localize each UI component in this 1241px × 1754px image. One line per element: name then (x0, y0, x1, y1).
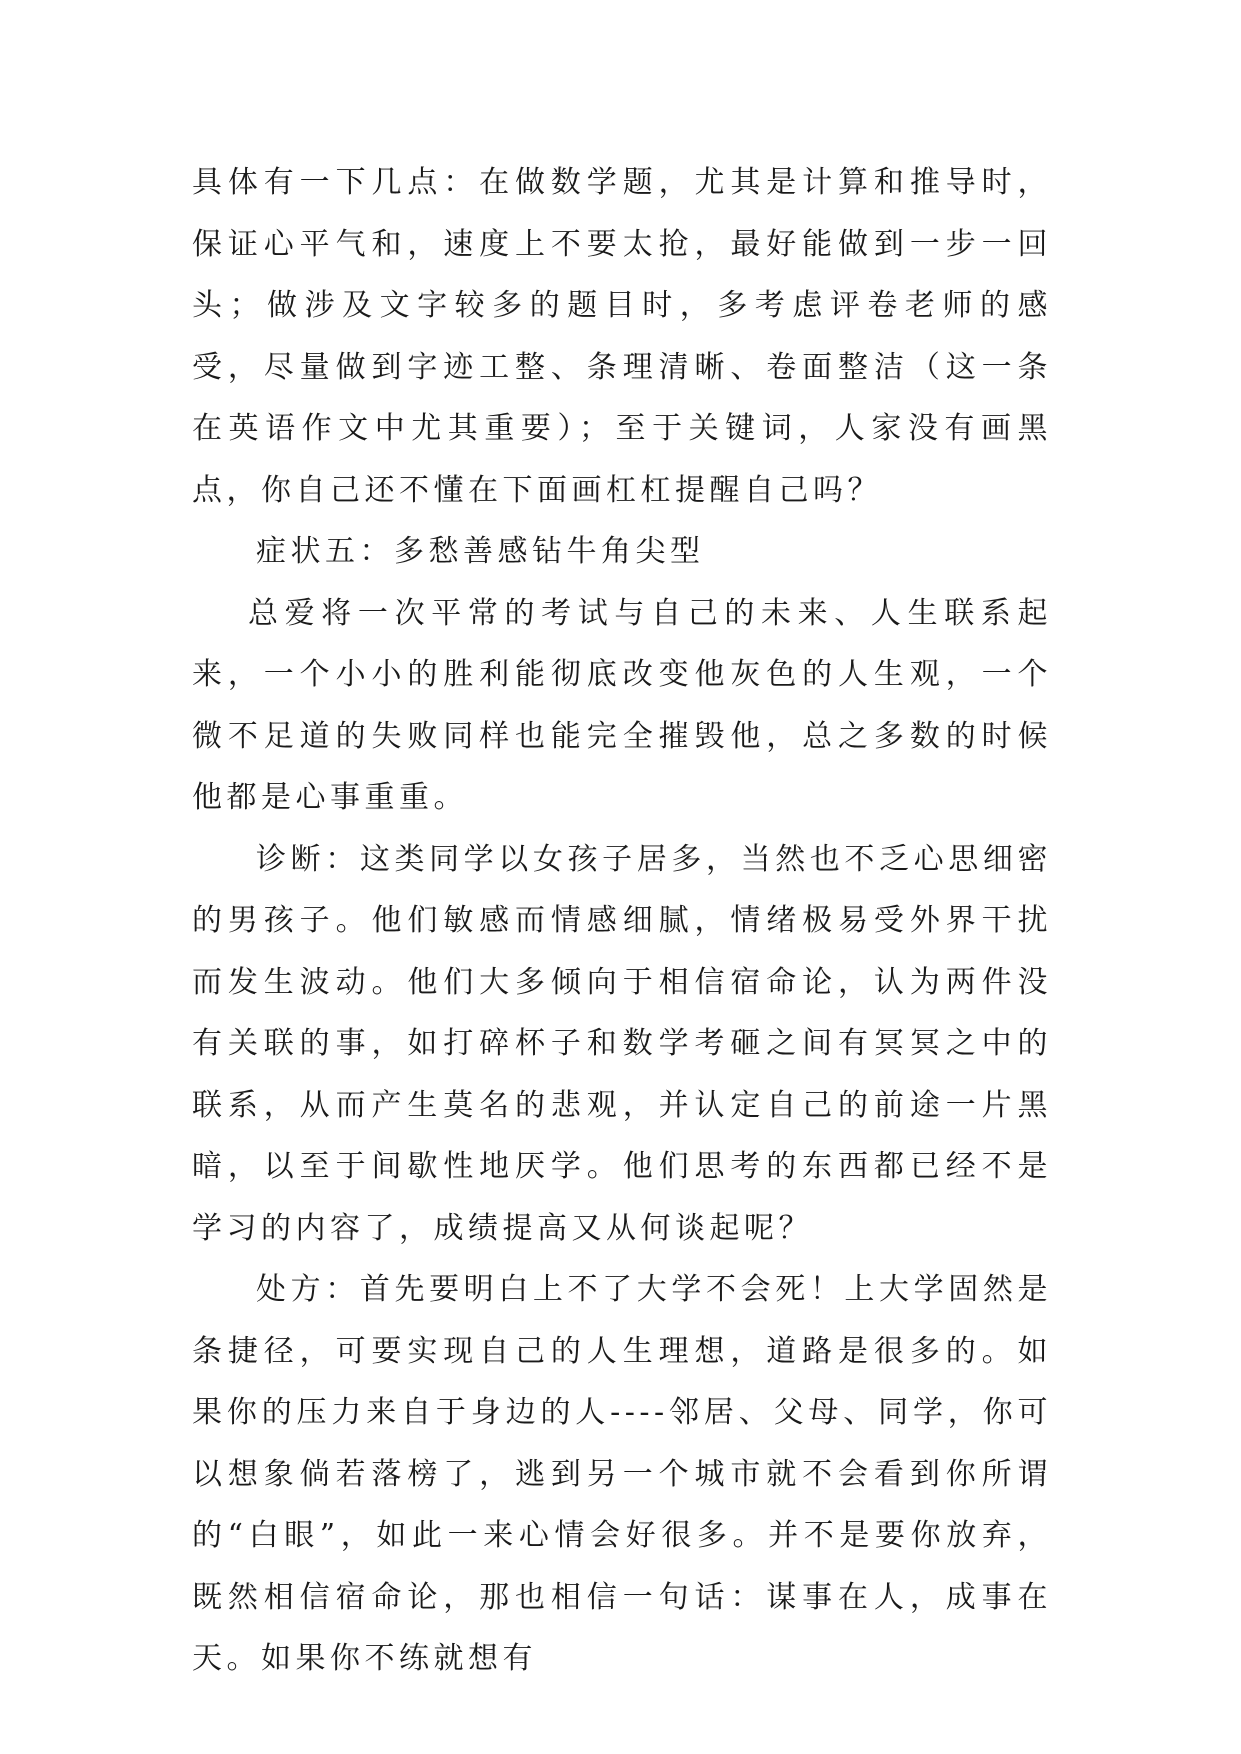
paragraph-prescription: 处方：首先要明白上不了大学不会死！上大学固然是条捷径，可要实现自己的人生理想，道路是很多的。如果你的压力来自于身边的人----邻居、父母、同学，你可以想象倘若落榜了，逃到另一个城市就不会看到你所谓的“白眼”，如此一来心情会好很多。并不是要你放弃，既然相信宿命论，那也相信一句话：谋事在人，成事在天。如果你不练就想有 (192, 1272, 1052, 1676)
paragraph-diagnosis: 诊断：这类同学以女孩子居多，当然也不乏心思细密的男孩子。他们敏感而情感细腻，情绪极易受外界干扰而发生波动。他们大多倾向于相信宿命论，认为两件没有关联的事，如打碎杯子和数学考砸之间有冥冥之中的联系，从而产生莫名的悲观，并认定自己的前途一片黑暗，以至于间歇性地厌学。他们思考的东西都已经不是学习的内容了，成绩提高又从何谈起呢？ (192, 841, 1052, 1246)
paragraph-symptom-description: 总爱将一次平常的考试与自己的未来、人生联系起来，一个小小的胜利能彻底改变他灰色的人生观，一个微不足道的失败同样也能完全摧毁他，总之多数的时候他都是心事重重。 (192, 595, 1052, 815)
section-heading-symptom-five: 症状五：多愁善感钻牛角尖型 (256, 534, 705, 569)
document-page (192, 152, 1052, 1690)
paragraph-tips: 具体有一下几点：在做数学题，尤其是计算和推导时，保证心平气和，速度上不要太抢，最好能做到一步一回头；做涉及文字较多的题目时，多考虑评卷老师的感受，尽量做到字迹工整、条理清晰、卷面整洁（这一条在英语作文中尤其重要）；至于关键词，人家没有画黑点，你自己还不懂在下面画杠杠提醒自己吗？ (192, 165, 1052, 508)
